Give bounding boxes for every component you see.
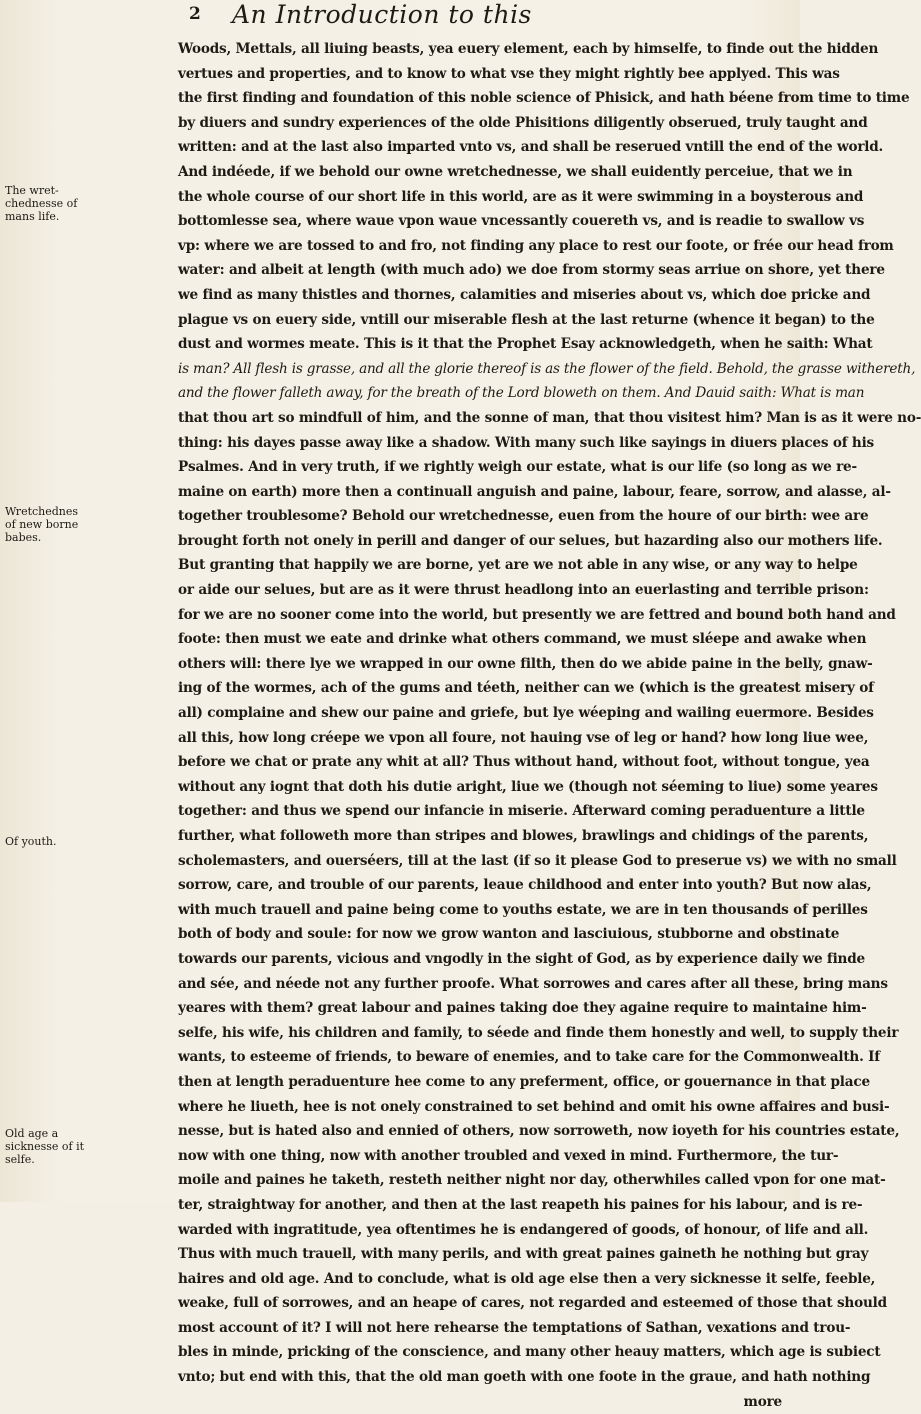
text-line: the whole course of our short life in this world, are as it were swimming in a boysterous and	[178, 188, 864, 205]
text-line: we find as many thistles and thornes, calamities and miseries about vs, which doe pricke and	[178, 286, 871, 303]
text-line: now with one thing, now with another troubled and vexed in mind. Furthermore, the tur-	[178, 1147, 839, 1164]
text-line: Psalmes. And in very truth, if we rightly weigh our estate, what is our life (so long as we re-	[178, 459, 857, 476]
text-line: plague vs on euery side, vntill our miserable flesh at the last returne (whence it began) to the	[178, 311, 875, 328]
text-line: brought forth not onely in perill and danger of our selues, but hazarding also our mothers life.	[178, 532, 883, 549]
text-line: Thus with much trauell, with many perils, and with great paines gaineth he nothing but gray	[178, 1246, 869, 1263]
text-line: all this, how long créepe we vpon all foure, not hauing vse of leg or hand? how long liue wee,	[178, 729, 869, 746]
text-line: bottomlesse sea, where waue vpon waue vncessantly couereth vs, and is readie to swallow vs	[178, 213, 865, 230]
text-line: selfe, his wife, his children and family, to séede and finde them honestly and well, to supply their	[178, 1024, 899, 1041]
text-line: then at length peraduenture hee come to any preferment, office, or gouernance in that place	[178, 1073, 870, 1090]
text-line: ter, straightway for another, and then at the last reapeth his paines for his labour, and is re-	[178, 1196, 863, 1213]
text-line: scholemasters, and ouerséers, till at the last (if so it please God to preserue vs) we with no small	[178, 852, 897, 869]
text-line: with much trauell and paine being come to youths estate, we are in ten thousands of perilles	[178, 901, 868, 918]
text-line: sorrow, care, and trouble of our parents, leaue childhood and enter into youth? But now alas,	[178, 877, 872, 894]
text-line: most account of it? I will not here rehearse the temptations of Sathan, vexations and trou-	[178, 1319, 851, 1336]
text-line: without any iognt that doth his dutie aright, liue we (though not séeming to liue) some yeares	[178, 778, 878, 795]
text-line: ing of the wormes, ach of the gums and téeth, neither can we (which is the greatest misery of	[178, 680, 874, 697]
text-line: by diuers and sundry experiences of the olde Phisitions diligently obserued, truly taught and	[178, 114, 868, 131]
text-line: bles in minde, pricking of the conscience, and many other heauy matters, which age is subiect	[178, 1344, 881, 1361]
text-line: all) complaine and shew our paine and griefe, but lye wéeping and wailing euermore. Besides	[178, 705, 874, 722]
text-line: written: and at the last also imparted vnto vs, and shall be reserued vntill the end of the world.	[178, 139, 884, 156]
text-line: for we are no sooner come into the world, but presently we are fettred and bound both hand and	[178, 606, 896, 623]
text-line: yeares with them? great labour and paines taking doe they againe require to maintaine him-	[178, 1000, 867, 1017]
text-line: vnto; but end with this, that the old man goeth with one foote in the graue, and hath nothing	[178, 1369, 871, 1386]
page-header	[0, 0, 800, 34]
text-line: maine on earth) more then a continuall anguish and paine, labour, feare, sorrow, and alasse, al-	[178, 483, 891, 500]
text-line: and sée, and néede not any further proofe. What sorrowes and cares after all these, bring mans	[178, 975, 888, 992]
body-text	[178, 37, 921, 1414]
text-line: others will: there lye we wrapped in our owne filth, then do we abide paine in the belly, gnaw-	[178, 655, 873, 672]
text-line: where he liueth, hee is not onely constrained to set behind and omit his owne affaires and busi-	[178, 1098, 890, 1115]
text-line: warded with ingratitude, yea oftentimes he is endangered of goods, of honour, of life and all.	[178, 1221, 869, 1238]
text-line: haires and old age. And to conclude, what is old age else then a very sicknesse it selfe, feeble,	[178, 1270, 876, 1287]
text-line: both of body and soule: for now we grow wanton and lasciuious, stubborne and obstinate	[178, 926, 840, 943]
running-title: An Introduction to this	[232, 0, 532, 29]
text-line: dust and wormes meate. This is it that the Prophet Esay acknowledgeth, when he saith: What	[178, 336, 873, 353]
text-line: weake, full of sorrowes, and an heape of cares, not regarded and esteemed of those that should	[178, 1295, 887, 1312]
margin-note-new-borne-babes: Wretchednes of new borne babes.	[5, 505, 79, 544]
text-line: before we chat or prate any whit at all? Thus without hand, without foot, without tongue, yea	[178, 754, 870, 771]
text-line: And indéede, if we behold our owne wretchednesse, we shall euidently perceiue, that we in	[178, 163, 853, 180]
text-line: wants, to esteeme of friends, to beware of enemies, and to take care for the Commonwealth. If	[178, 1049, 880, 1066]
text-line: moile and paines he taketh, resteth neither night nor day, otherwhiles called vpon for one mat-	[178, 1172, 886, 1189]
text-line: and the flower falleth away, for the breath of the Lord bloweth on them. And Dauid saith: What is man	[178, 385, 865, 402]
text-line: together: and thus we spend our infancie in miserie. Afterward coming peraduenture a little	[178, 803, 865, 820]
text-line: thing: his dayes passe away like a shadow. With many such like sayings in diuers places of his	[178, 434, 874, 451]
text-line: foote: then must we eate and drinke what others command, we must sléepe and awake when	[178, 631, 867, 648]
catchword: more	[743, 1393, 782, 1410]
text-line: nesse, but is hated also and ennied of others, now sorroweth, now ioyeth for his countries estate,	[178, 1123, 900, 1140]
margin-note-youth: Of youth.	[5, 835, 57, 848]
text-line: vertues and properties, and to know to what vse they might rightly bee applyed. This was	[178, 65, 840, 82]
text-line: that thou art so mindfull of him, and the sonne of man, that thou visitest him? Man is as it were no-	[178, 409, 921, 426]
text-line: But granting that happily we are borne, yet are we not able in any wise, or any way to helpe	[178, 557, 858, 574]
text-line: the first finding and foundation of this noble science of Phisick, and hath béene from time to time	[178, 90, 910, 107]
text-line: is man? All flesh is grasse, and all the glorie thereof is as the flower of the field. Behold, the grasse withereth,	[178, 360, 916, 377]
text-line: further, what followeth more than stripes and blowes, brawlings and chidings of the parents,	[178, 828, 869, 844]
text-line: or aide our selues, but are as it were thrust headlong into an euerlasting and terrible prison:	[178, 582, 869, 599]
margin-note-old-age: Old age a sicknesse of it selfe.	[5, 1127, 85, 1166]
text-line: water: and albeit at length (with much ado) we doe from stormy seas arriue on shore, yet there	[178, 262, 885, 279]
text-line: towards our parents, vicious and vngodly in the sight of God, as by experience daily we finde	[178, 950, 865, 967]
text-line: Woods, Mettals, all liuing beasts, yea euery element, each by himselfe, to finde out the hidden	[178, 41, 879, 57]
margin-note-wretchednesse: The wret- chednesse of mans life.	[5, 184, 78, 223]
page-number: 2	[189, 4, 201, 24]
text-line: vp: where we are tossed to and fro, not finding any place to rest our foote, or frée our head from	[178, 237, 894, 254]
text-line: together troublesome? Behold our wretchednesse, euen from the houre of our birth: wee are	[178, 508, 869, 525]
